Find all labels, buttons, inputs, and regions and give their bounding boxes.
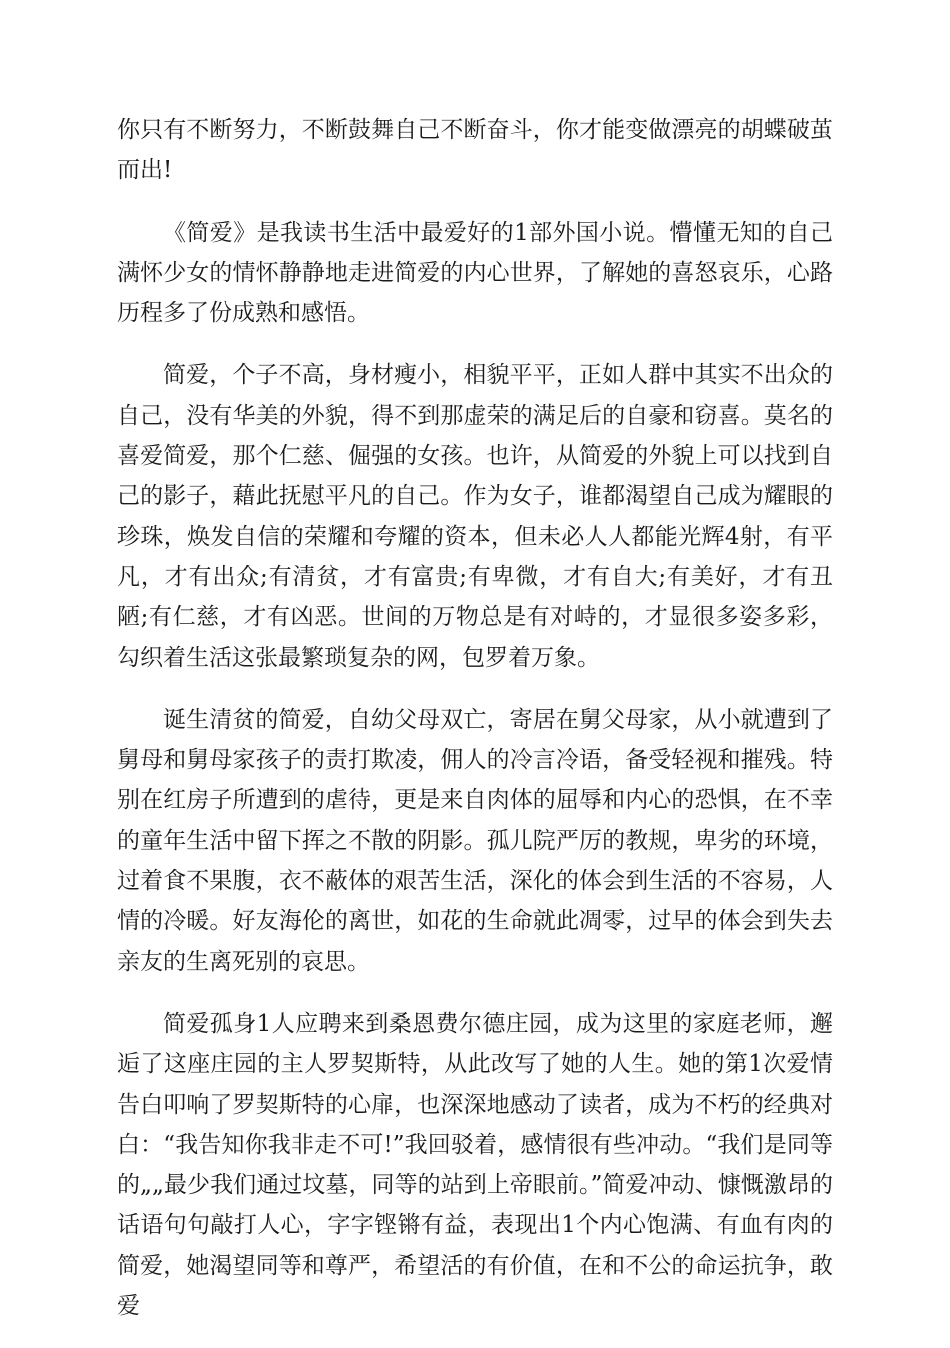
paragraph-3: 简爱，个子不高，身材瘦小，相貌平平，正如人群中其实不出众的自己，没有华美的外貌，得不到那虚荣的满足后的自豪和窃喜。莫名的喜爱简爱，那个仁慈、倔强的女孩。也许，从简爱的外貌上可以找到自己的影子，藉此抚慰平凡的自己。作为女子，谁都渴望自己成为耀眼的珍珠，焕发自信的荣耀和夸耀的资本，但未必人人都能光辉4射，有平凡，才有出众;有清贫，才有富贵;有卑微，才有自大;有美好，才有丑陋;有仁慈，才有凶恶。世间的万物总是有对峙的，才显很多姿多彩，勾织着生活这张最繁琐复杂的网，包罗着万象。 <box>117 362 833 671</box>
document-body <box>117 110 833 1348</box>
paragraph-5: 简爱孤身1人应聘来到桑恩费尔德庄园，成为这里的家庭老师，邂逅了这座庄园的主人罗契斯特，从此改写了她的人生。她的第1次爱情告白叩响了罗契斯特的心扉，也深深地感动了读者，成为不朽的经典对白：“我告知你我非走不可!”我回驳着，感情很有些冲动。“我们是同等的„„最少我们通过坟墓，同等的站到上帝眼前。”简爱冲动、慷慨激昂的话语句句敲打人心，字字铿锵有益，表现出1个内心饱满、有血有肉的简爱，她渴望同等和尊严，希望活的有价值，在和不公的命运抗争，敢爱 <box>117 1010 833 1320</box>
paragraph-1: 你只有不断努力，不断鼓舞自己不断奋斗，你才能变做漂亮的胡蝶破茧而出! <box>117 117 833 184</box>
paragraph-2: 《简爱》是我读书生活中最爱好的1部外国小说。懵懂无知的自己满怀少女的情怀静静地走进简爱的内心世界，了解她的喜怒哀乐，心路历程多了份成熟和感悟。 <box>117 219 833 327</box>
paragraph-4: 诞生清贫的简爱，自幼父母双亡，寄居在舅父母家，从小就遭到了舅母和舅母家孩子的责打欺凌，佣人的冷言冷语，备受轻视和摧残。特别在红房子所遭到的虐待，更是来自肉体的屈辱和内心的恐惧，在不幸的童年生活中留下挥之不散的阴影。孤儿院严厉的教规，卑劣的环境，过着食不果腹，衣不蔽体的艰苦生活，深化的体会到生活的不容易，人情的冷暖。好友海伦的离世，如花的生命就此凋零，过早的体会到失去亲友的生离死别的哀思。 <box>117 706 833 975</box>
